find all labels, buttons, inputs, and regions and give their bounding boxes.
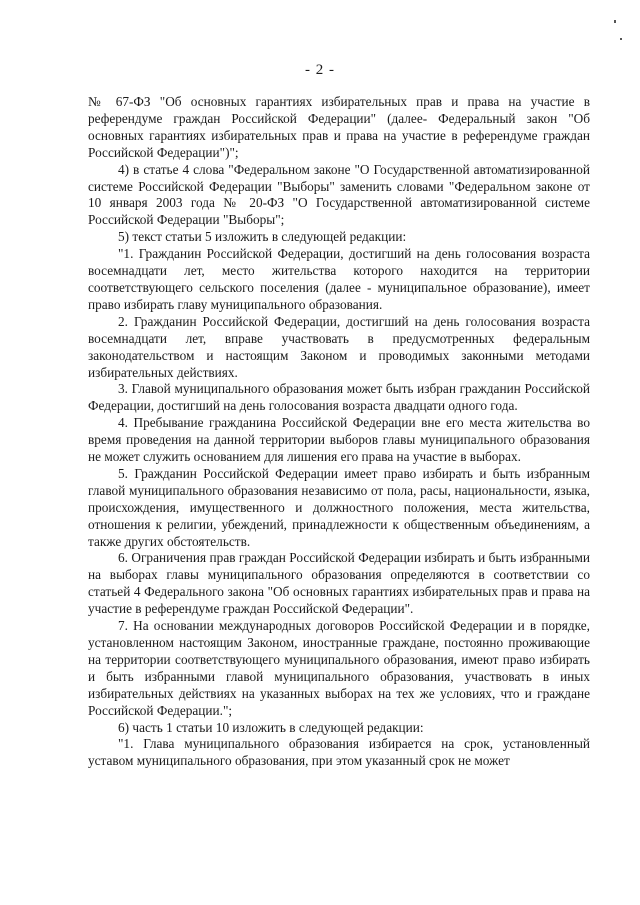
paragraph-continuation: № 67-ФЗ "Об основных гарантиях избирательных прав и права на участие в референдуме граждан Российской Федерации" (далее- Федеральный закон "Об основных гарантиях избирательных прав и права на участие в референдуме граждан Российской Федерации")"; (88, 94, 590, 160)
paragraph-clause-4: 4. Пребывание гражданина Российской Федерации вне его места жительства во время проведения на данной территории выборов главы муниципального образования не может служить основанием для лишения его права на участие в выборах. (88, 415, 590, 465)
paragraph-clause-7: 7. На основании международных договоров Российской Федерации и в порядке, установленном настоящим Законом, иностранные граждане, постоянно проживающие на территории соответствующего муниципального образования, имеют право избирать и быть избранными главой муниципального образования, участвовать в иных избирательных действиях на указанных выборах на тех же условиях, что и граждане Российской Федерации."; (88, 618, 590, 718)
paragraph-clause-1: "1. Гражданин Российской Федерации, достигший на день голосования возраста восемнадцати лет, место жительства которого находится на территории соответствующего сельского поселения (далее - муниципальное образование), имеет право избирать главу муниципального образования. (88, 246, 590, 312)
paragraph-clause-3: 3. Главой муниципального образования может быть избран гражданин Российской Федерации, достигший на день голосования возраста двадцати одного года. (88, 381, 590, 414)
document-body (88, 94, 590, 770)
page-number: - 2 - (305, 62, 335, 78)
paragraph-clause-2: 2. Гражданин Российской Федерации, достигший на день голосования возраста восемнадцати лет, вправе участвовать в предусмотренных федеральным законодательством и настоящим Законом и проводимых законными методами избирательных действиях. (88, 313, 590, 380)
scan-speck (620, 38, 622, 40)
paragraph-clause-6: 6. Ограничения прав граждан Российской Федерации избирать и быть избранными на выборах главы муниципального образования определяются в соответствии со статьей 4 Федерального закона "Об основных гарантиях избирательных прав и права на участие в референдуме граждан Российской Федерации". (88, 550, 590, 617)
paragraph-item-4: 4) в статье 4 слова "Федеральном законе "О Государственной автоматизированной системе Российской Федерации "Выборы" заменить словами "Федеральном законе от 10 января 2003 года № 20-ФЗ "О Государственной автоматизированной системе Российской Федерации "Выборы"; (88, 161, 590, 228)
paragraph-clause-5: 5. Гражданин Российской Федерации имеет право избирать и быть избранным главой муниципального образования независимо от пола, расы, национальности, языка, происхождения, имущественного и должностного положения, места жительства, отношения к религии, убеждений, принадлежности к общественным объединениям, а также других обстоятельств. (88, 465, 590, 549)
scan-speck (614, 20, 616, 23)
paragraph-item-6-intro: 6) часть 1 статьи 10 изложить в следующей редакции: (118, 719, 424, 735)
paragraph-item-5-intro: 5) текст статьи 5 изложить в следующей редакции: (118, 229, 407, 245)
paragraph-item-6-clause-1: "1. Глава муниципального образования избирается на срок, установленный уставом муниципального образования, при этом указанный срок не может (88, 736, 590, 769)
